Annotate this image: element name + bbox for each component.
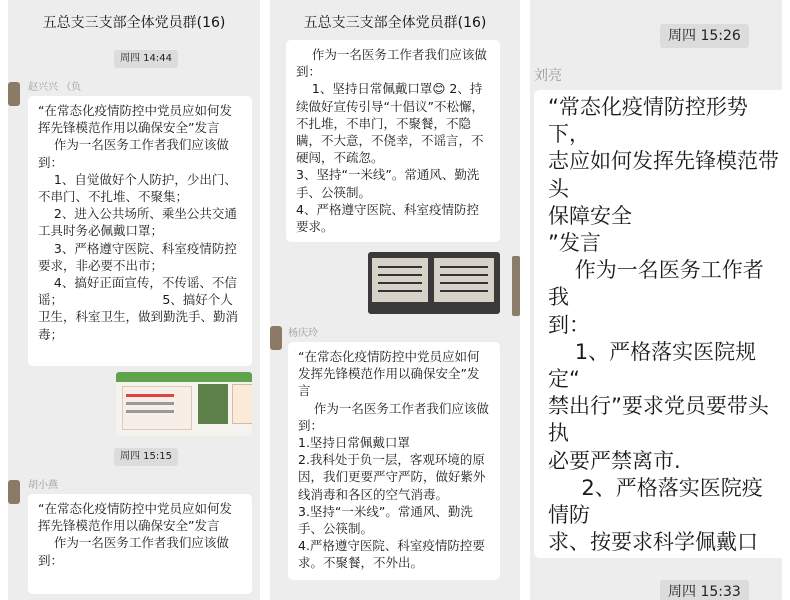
- chat-screenshot-3: [530, 0, 782, 600]
- sender-name: 杨庆玲: [288, 328, 318, 339]
- slide-photo: [198, 384, 228, 424]
- image-thumbnail-edge: [512, 256, 520, 316]
- sender-name: 赵兴兴 （负: [28, 82, 82, 93]
- chat-screenshot-1: [8, 0, 260, 600]
- message-bubble[interactable]: “在常态化疫情防控中党员应如何发挥先锋模范作用以确保安全”发言 作为一名医务工作者我们应该做到：: [28, 494, 252, 594]
- message-bubble[interactable]: “在常态化疫情防控中党员应如何发挥先锋模范作用以确保安全”发言 作为一名医务工作者我们应该做到： 1.坚持日常佩戴口罩 2.我科处于负一层，客观环境的原因，我们更要严守严防，做好紫外线消毒和各区的空气消毒。 3.坚持“一米线”。常通风、勤洗手、公筷制。 4.严格遵守医院、科室疫情防控要求。不聚餐，不外出。: [288, 342, 500, 580]
- chat-screenshot-2: [270, 0, 520, 600]
- sender-name: 胡小燕: [28, 480, 58, 491]
- slide-text-line: [126, 394, 174, 397]
- chat-title: 五总支三支部全体党员群(16): [42, 15, 226, 31]
- timestamp: 周四 15:26: [660, 24, 749, 48]
- avatar[interactable]: [8, 82, 20, 106]
- handwritten-sheet: [434, 258, 494, 302]
- message-bubble[interactable]: “在常态化疫情防控中党员应如何发挥先锋模范作用以确保安全”发言 作为一名医务工作者我们应该做到： 1、自觉做好个人防护，少出门、不串门、不扎堆、不聚集； 2、进入公共场所、乘坐公共交通工具时务必佩戴口罩； 3、严格遵守医院、科室疫情防控要求，非必要不出市； 4、搞好正面宣传，不传谣、不信谣； 5、搞好个人卫生，科室卫生，做到勤洗手、勤消毒；: [28, 96, 252, 366]
- slide-text-panel: [122, 386, 192, 430]
- avatar[interactable]: [8, 480, 20, 504]
- message-bubble[interactable]: 作为一名医务工作者我们应该做到： 1、坚持日常佩戴口罩😊 2、持续做好宣传引导“十倡议”不松懈，不扎堆，不串门，不聚餐，不隐瞒，不大意，不侥幸，不谣言，不硬闯，不疏忽。 3、坚持“一米线”。常通风、勤洗手、公筷制。 4、严格遵守医院、科室疫情防控要求。: [286, 40, 500, 242]
- message-bubble[interactable]: “常态化疫情防控形势下， 志应如何发挥先锋模范带头 保障安全 ”发言 作为一名医务工作者我 到： 1、严格落实医院规定“ 禁出行”要求党员要带头执 必要严禁离市. 2、严格落实医院疫情防 求、按要求科学佩戴口: [534, 90, 782, 558]
- timestamp: 周四 15:33: [660, 580, 749, 600]
- image-message[interactable]: [116, 372, 252, 436]
- avatar[interactable]: [270, 326, 282, 350]
- slide-list-box: [232, 384, 252, 424]
- timestamp: 周四 15:15: [114, 448, 178, 466]
- chat-title: 五总支三支部全体党员群(16): [303, 15, 487, 31]
- sender-name: 刘亮: [534, 68, 562, 84]
- slide-text-line: [126, 402, 174, 405]
- slide-text-line: [126, 410, 174, 413]
- slide-header: [116, 372, 252, 382]
- timestamp: 周四 14:44: [114, 50, 178, 68]
- image-message[interactable]: [368, 252, 500, 314]
- handwritten-sheet: [372, 258, 428, 302]
